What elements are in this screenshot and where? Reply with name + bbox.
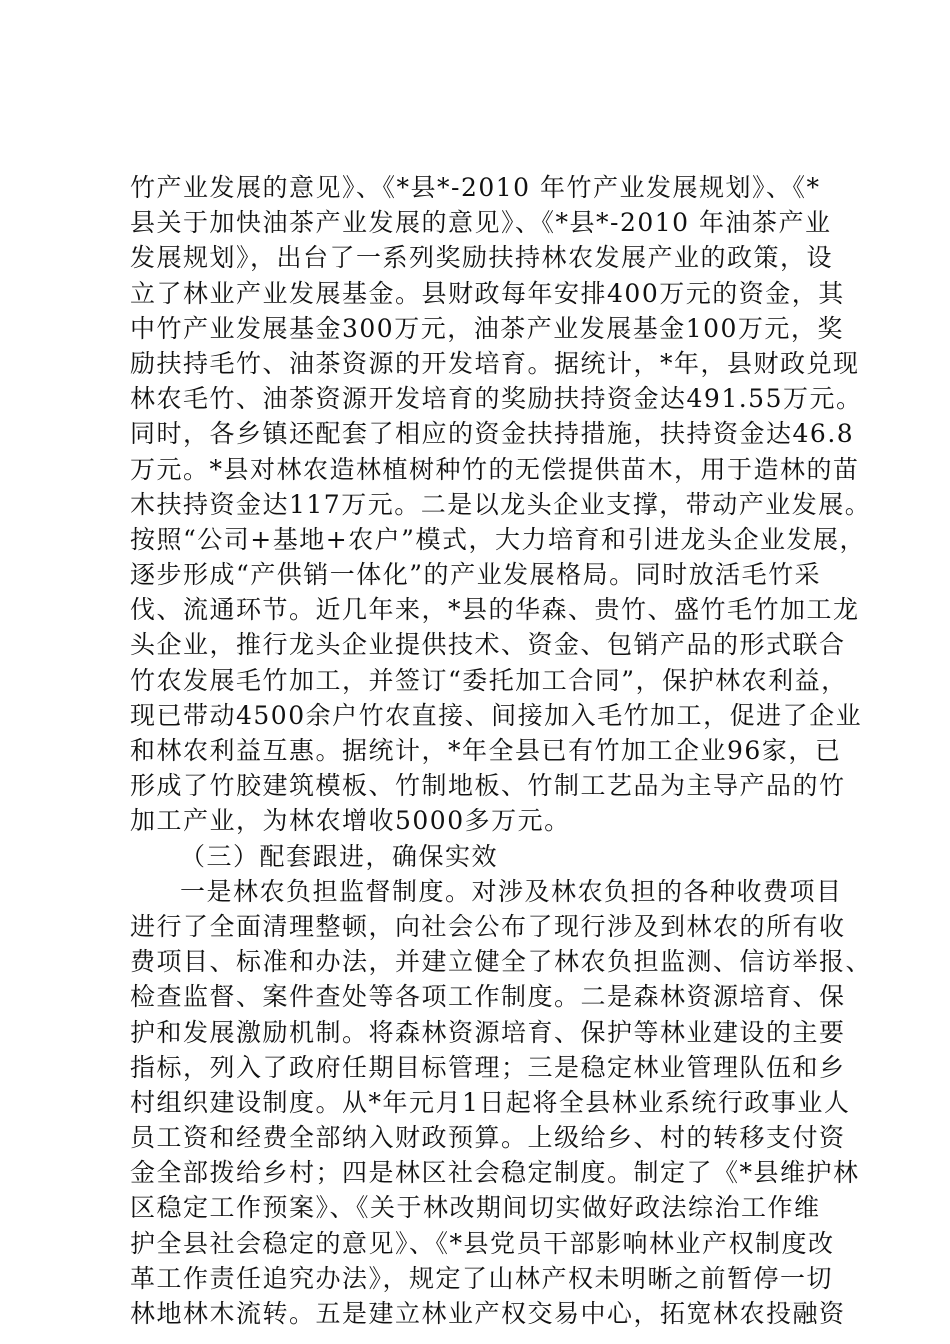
text-line: 进行了全面清理整顿，向社会公布了现行涉及到林农的所有收 bbox=[130, 911, 846, 941]
text-line: 伐、流通环节。近几年来，*县的华森、贵竹、盛竹毛竹加工龙 bbox=[130, 595, 860, 625]
text-line: 革工作责任追究办法》，规定了山林产权未明晰之前暂停一切 bbox=[130, 1263, 834, 1293]
text-line: 员工资和经费全部纳入财政预算。上级给乡、村的转移支付资 bbox=[130, 1123, 846, 1153]
text-line: 加工产业，为林农增收5000多万元。 bbox=[130, 806, 571, 836]
text-line: 中竹产业发展基金300万元，油茶产业发展基金100万元，奖 bbox=[130, 313, 844, 343]
text-line: 头企业，推行龙头企业提供技术、资金、包销产品的形式联合 bbox=[130, 630, 846, 660]
section-heading: （三）配套跟进，确保实效 bbox=[180, 841, 499, 871]
text-line: 村组织建设制度。从*年元月1日起将全县林业系统行政事业人 bbox=[130, 1087, 851, 1117]
text-line: 林地林木流转。五是建立林业产权交易中心，拓宽林农投融资 bbox=[130, 1299, 846, 1328]
text-line: 励扶持毛竹、油茶资源的开发培育。据统计，*年，县财政兑现 bbox=[130, 348, 860, 378]
paragraph-first-line: 一是林农负担监督制度。对涉及林农负担的各种收费项目 bbox=[180, 876, 843, 906]
text-line: 现已带动4500余户竹农直接、间接加入毛竹加工，促进了企业 bbox=[130, 700, 863, 730]
text-line: 县关于加快油茶产业发展的意见》、《*县*-2010 年油茶产业 bbox=[130, 208, 832, 238]
document-body bbox=[130, 170, 873, 1331]
text-line: 立了林业产业发展基金。县财政每年安排400万元的资金，其 bbox=[130, 278, 845, 308]
text-line: 形成了竹胶建筑模板、竹制地板、竹制工艺品为主导产品的竹 bbox=[130, 771, 846, 801]
text-line: 万元。*县对林农造林植树种竹的无偿提供苗木，用于造林的苗 bbox=[130, 454, 860, 484]
text-line: 护和发展激励机制。将森林资源培育、保护等林业建设的主要 bbox=[130, 1017, 846, 1047]
text-line: 竹产业发展的意见》、《*县*-2010 年竹产业发展规划》、《* bbox=[130, 173, 821, 202]
text-line: 逐步形成“产供销一体化”的产业发展格局。同时放活毛竹采 bbox=[130, 560, 822, 590]
text-line: 区稳定工作预案》、《关于林改期间切实做好政法综治工作维 bbox=[130, 1193, 821, 1223]
text-line: 指标，列入了政府任期目标管理；三是稳定林业管理队伍和乡 bbox=[130, 1052, 846, 1082]
text-line: 护全县社会稳定的意见》、《*县党员干部影响林业产权制度改 bbox=[130, 1228, 835, 1258]
text-line: 发展规划》，出台了一系列奖励扶持林农发展产业的政策，设 bbox=[130, 243, 834, 273]
text-line: 林农毛竹、油茶资源开发培育的奖励扶持资金达491.55万元。 bbox=[130, 384, 863, 414]
text-line: 和林农利益互惠。据统计，*年全县已有竹加工企业96家，已 bbox=[130, 736, 842, 765]
text-line: 竹农发展毛竹加工，并签订“委托加工合同”，保护林农利益， bbox=[130, 665, 848, 695]
text-line: 按照“公司+基地+农户”模式，大力培育和引进龙头企业发展， bbox=[130, 524, 866, 554]
text-line: 金全部拨给乡村；四是林区社会稳定制度。制定了《*县维护林 bbox=[130, 1158, 860, 1188]
text-line: 检查监督、案件查处等各项工作制度。二是森林资源培育、保 bbox=[130, 982, 846, 1012]
text-line: 木扶持资金达117万元。二是以龙头企业支撑，带动产业发展。 bbox=[130, 489, 872, 519]
text-line: 费项目、标准和办法，并建立健全了林农负担监测、信访举报、 bbox=[130, 947, 873, 977]
text-line: 同时，各乡镇还配套了相应的资金扶持措施，扶持资金达46.8 bbox=[130, 419, 855, 449]
